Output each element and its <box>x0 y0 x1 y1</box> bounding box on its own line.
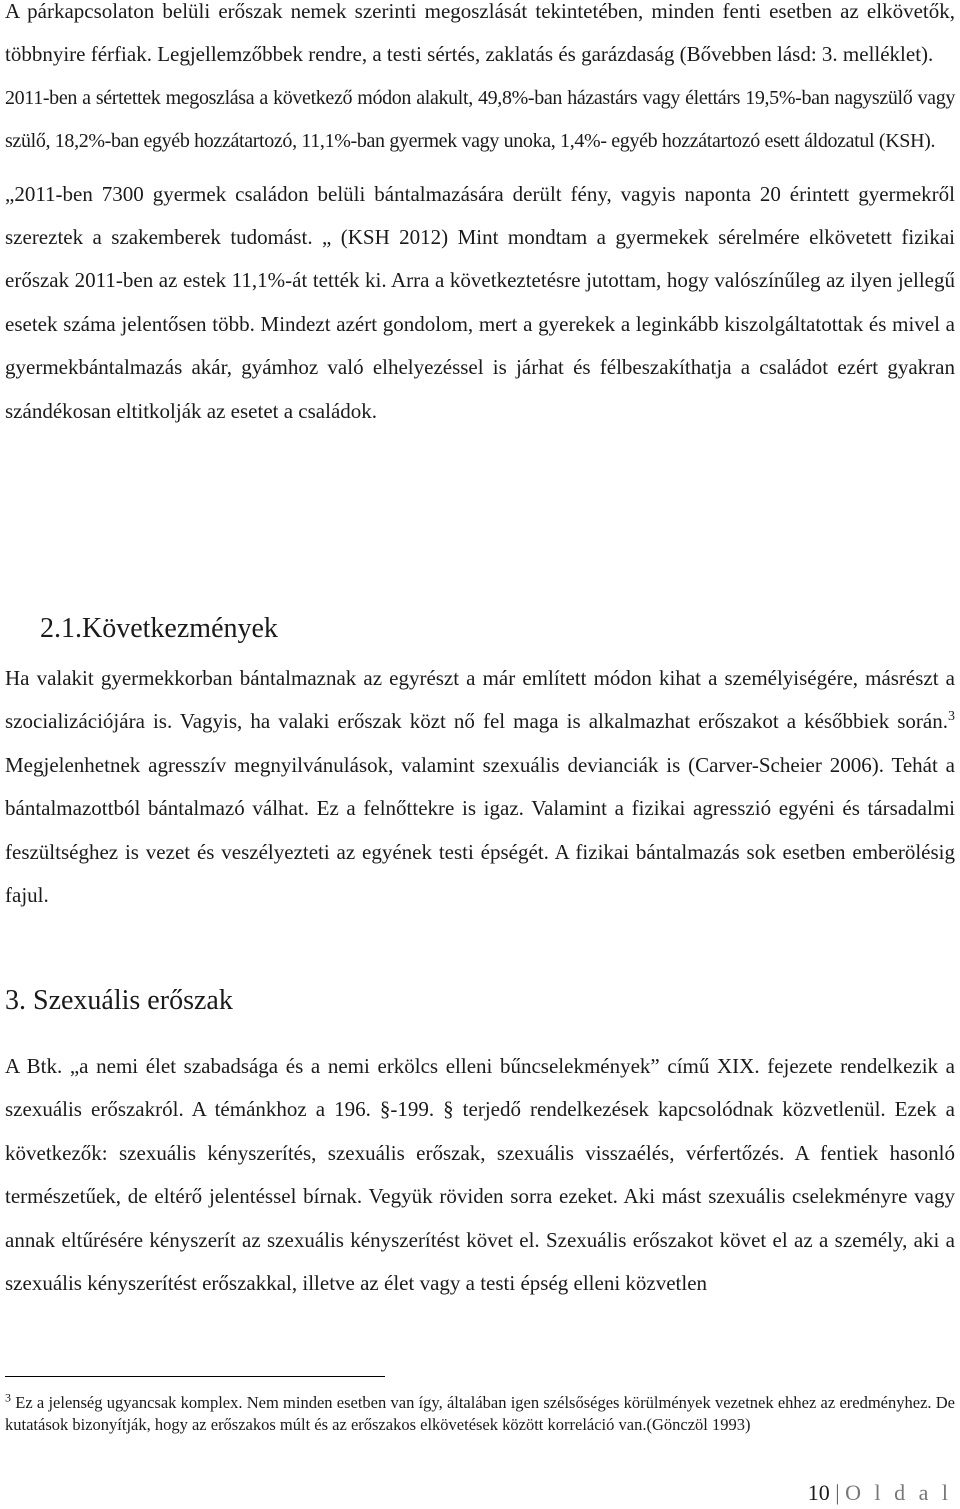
paragraph-consequences-part1: Ha valakit gyermekkorban bántalmaznak az egyrészt a már említett módon kihat a személyiségére, másrészt a szocializációjára is. Vagyis, ha valaki erőszak közt nő fel maga is alkalmazhat erőszakot a későbbiek során. <box>5 666 955 734</box>
footnote-number: 3 <box>5 1390 11 1405</box>
page-number: 10 <box>807 1480 830 1505</box>
paragraph-child-abuse-quote: „2011-ben 7300 gyermek családon belüli bántalmazására derült fény, vagyis naponta 20 érintett gyermekről szereztek a szakemberek tudomást. „ (KSH 2012) Mint mondtam a gyermekek sérelmére elkövetett fizikai erőszak 2011-ben az estek 11,1%-át tették ki. Arra a következtetésre jutottam, hogy valószínűleg az ilyen jellegű esetek száma jelentősen több. Mindezt azért gondolom, mert a gyerekek a leginkább kiszolgáltatottak és mivel a gyermekbántalmazás akár, gyámhoz való elhelyezéssel is járhat és félbeszakíthatja a családot ezért gyakran szándékosan eltitkolják az esetet a családok. <box>5 181 955 423</box>
text-block-2 <box>5 657 955 917</box>
footnote-reference: 3 <box>948 709 955 725</box>
page-label: O l d a l <box>845 1480 952 1505</box>
section-heading-sexual-violence: 3. Szexuális erőszak <box>5 985 233 1016</box>
paragraph-intimate-violence: A párkapcsolaton belüli erőszak nemek szerinti megoszlását tekintetében, minden fenti esetben az elkövetők, többnyire férfiak. Legjellemzőbbek rendre, a testi sértés, zaklatás és garázdaság (Bővebben lásd: 3. melléklet). <box>5 0 955 67</box>
paragraph-victims-2011: 2011-ben a sértettek megoszlása a következő módon alakult, 49,8%-ban házastárs vagy élettárs 19,5%-ban nagyszülő vagy szülő, 18,2%-ban egyéb hozzátartozó, 11,1%-ban gyermek vagy unoka, 1,4%- egyéb hozzátartozó esett áldozatul (KSH). <box>5 86 955 153</box>
paragraph-consequences <box>5 657 955 917</box>
footnote <box>5 1392 955 1436</box>
text-block-3 <box>5 1045 955 1305</box>
paragraph-criminal-code: A Btk. „a nemi élet szabadsága és a nemi erkölcs elleni bűncselekmények” című XIX. fejezete rendelkezik a szexuális erőszakról. A témánkhoz a 196. §-199. § terjedő rendelkezések kapcsolódnak közvetlenül. Ezek a következők: szexuális kényszerítés, szexuális erőszak, szexuális visszaélés, vérfertőzés. A fentiek hasonló természetűek, de eltérő jelentéssel bírnak. Vegyük röviden sorra ezeket. Aki mást szexuális cselekményre vagy annak eltűrésére kényszerít az szexuális kényszerítést követ el. Szexuális erőszakot követ el az a személy, aki a szexuális kényszerítést erőszakkal, illetve az élet vagy a testi épség elleni közvetlen <box>5 1054 955 1296</box>
text-block-1 <box>5 0 955 433</box>
page-separator: | <box>835 1480 840 1505</box>
section-heading-consequences: 2.1.Következmények <box>40 613 278 644</box>
paragraph-consequences-part2: Megjelenhetnek agresszív megnyilvánulások, valamint szexuális devianciák is (Carver-Scheier 2006). Tehát a bántalmazottból bántalmazó válhat. Ez a felnőttekre is igaz. Valamint a fizikai agresszió egyéni és társadalmi feszültséghez is vezet és veszélyezteti az egyének testi épségét. A fizikai bántalmazás sok esetben emberölésig fajul. <box>5 752 955 908</box>
footnote-separator <box>5 1376 385 1377</box>
footnote-text: Ez a jelenség ugyancsak komplex. Nem minden esetben van így, általában igen szélsőséges körülmények vezetnek ehhez az eredményhez. De kutatások bizonyítják, hogy az erőszakos múlt és az erőszakos elkövetések között korreláció van.(Gönczöl 1993) <box>5 1393 955 1434</box>
page-number-footer <box>808 1480 952 1506</box>
